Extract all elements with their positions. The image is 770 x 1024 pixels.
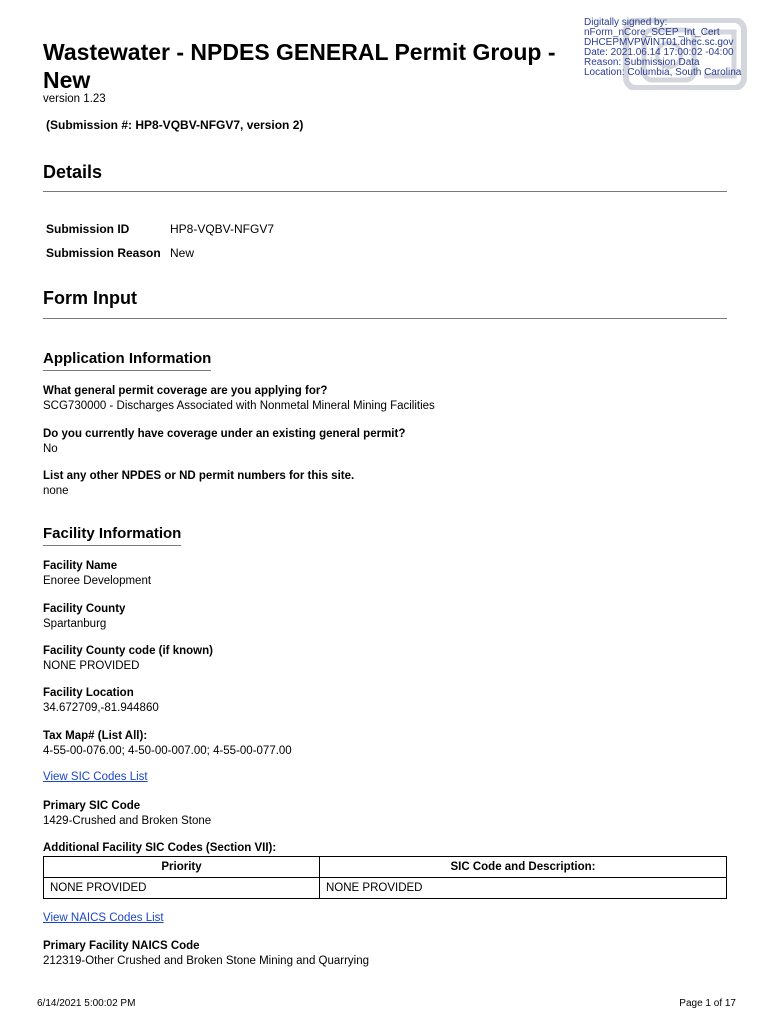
field-value: 1429-Crushed and Broken Stone xyxy=(43,815,212,827)
field-label: Facility County code (if known) xyxy=(43,645,213,657)
footer-page-number: Page 1 of 17 xyxy=(679,998,736,1009)
field-value: Spartanburg xyxy=(43,618,107,630)
primary-sic-field xyxy=(43,799,211,829)
table-row xyxy=(44,878,727,899)
field-label: Do you currently have coverage under an existing general permit? xyxy=(43,428,406,440)
submission-id-value: HP8-VQBV-NFGV7 xyxy=(170,222,275,236)
field-value: Enoree Development xyxy=(43,575,152,587)
coverage-type-field xyxy=(43,384,435,414)
signature-text xyxy=(584,18,741,78)
signature-line: Reason: Submission Data xyxy=(584,57,700,68)
field-value: SCG730000 - Discharges Associated with Nonmetal Mineral Mining Facilities xyxy=(43,400,435,412)
submission-id-row xyxy=(46,222,274,236)
field-label: Tax Map# (List All): xyxy=(43,730,148,742)
table-header-priority: Priority xyxy=(44,857,320,878)
field-value: 34.672709,-81.944860 xyxy=(43,702,159,714)
existing-coverage-field xyxy=(43,427,405,457)
facility-name-field xyxy=(43,559,151,589)
additional-sic-table xyxy=(43,856,727,899)
field-label: List any other NPDES or ND permit numbers for this site. xyxy=(43,470,355,482)
section-divider xyxy=(43,191,727,192)
submission-reason-label: Submission Reason xyxy=(46,246,161,260)
field-value: 4-55-00-076.00; 4-50-00-007.00; 4-55-00-077.00 xyxy=(43,745,292,757)
other-permits-field xyxy=(43,469,354,499)
signature-line: Location: Columbia, South Carolina xyxy=(584,67,742,78)
facility-location-field xyxy=(43,686,159,716)
field-label: Primary Facility NAICS Code xyxy=(43,940,200,952)
additional-sic-label xyxy=(43,841,276,856)
facility-county-code-field xyxy=(43,644,213,674)
field-label: Facility County xyxy=(43,603,126,615)
table-cell: NONE PROVIDED xyxy=(320,878,727,899)
submission-id-label: Submission ID xyxy=(46,222,130,236)
view-naics-codes-link[interactable]: View NAICS Codes List xyxy=(43,912,164,924)
submission-number: (Submission #: HP8-VQBV-NFGV7, version 2) xyxy=(46,118,304,132)
field-label: Additional Facility SIC Codes (Section VII): xyxy=(43,842,277,854)
field-label: Facility Location xyxy=(43,687,134,699)
signature-line: Digitally signed by: xyxy=(584,17,668,28)
field-value: NONE PROVIDED xyxy=(43,660,140,672)
field-value: No xyxy=(43,443,58,455)
signature-line: Date: 2021.06.14 17:00:02 -04:00 xyxy=(584,47,734,58)
facility-county-field xyxy=(43,602,125,632)
field-label: Facility Name xyxy=(43,560,118,572)
table-header-sic-code: SIC Code and Description: xyxy=(320,857,727,878)
footer-timestamp: 6/14/2021 5:00:02 PM xyxy=(37,998,136,1009)
signature-line: DHCEPMVPWINT01.dhec.sc.gov xyxy=(584,37,734,48)
field-label: Primary SIC Code xyxy=(43,800,141,812)
submission-reason-row xyxy=(46,246,194,260)
details-heading: Details xyxy=(43,162,103,182)
field-value: none xyxy=(43,485,69,497)
primary-naics-field xyxy=(43,939,369,969)
field-value: 212319-Other Crushed and Broken Stone Mining and Quarrying xyxy=(43,955,370,967)
digital-signature xyxy=(584,18,764,90)
view-sic-codes-link[interactable]: View SIC Codes List xyxy=(43,771,148,783)
field-label: What general permit coverage are you applying for? xyxy=(43,385,328,397)
submission-reason-value: New xyxy=(170,246,195,260)
signature-line: nForm_nCore_SCEP_Int_Cert xyxy=(584,27,720,38)
document-version: version 1.23 xyxy=(43,93,106,105)
tax-map-field xyxy=(43,729,292,759)
facility-info-heading: Facility Information xyxy=(43,525,181,546)
table-header-row xyxy=(44,857,727,878)
form-input-heading: Form Input xyxy=(43,288,137,308)
application-info-heading: Application Information xyxy=(43,350,211,371)
table-cell: NONE PROVIDED xyxy=(44,878,320,899)
document-title: Wastewater - NPDES GENERAL Permit Group - New xyxy=(43,39,556,93)
section-divider xyxy=(43,318,727,319)
